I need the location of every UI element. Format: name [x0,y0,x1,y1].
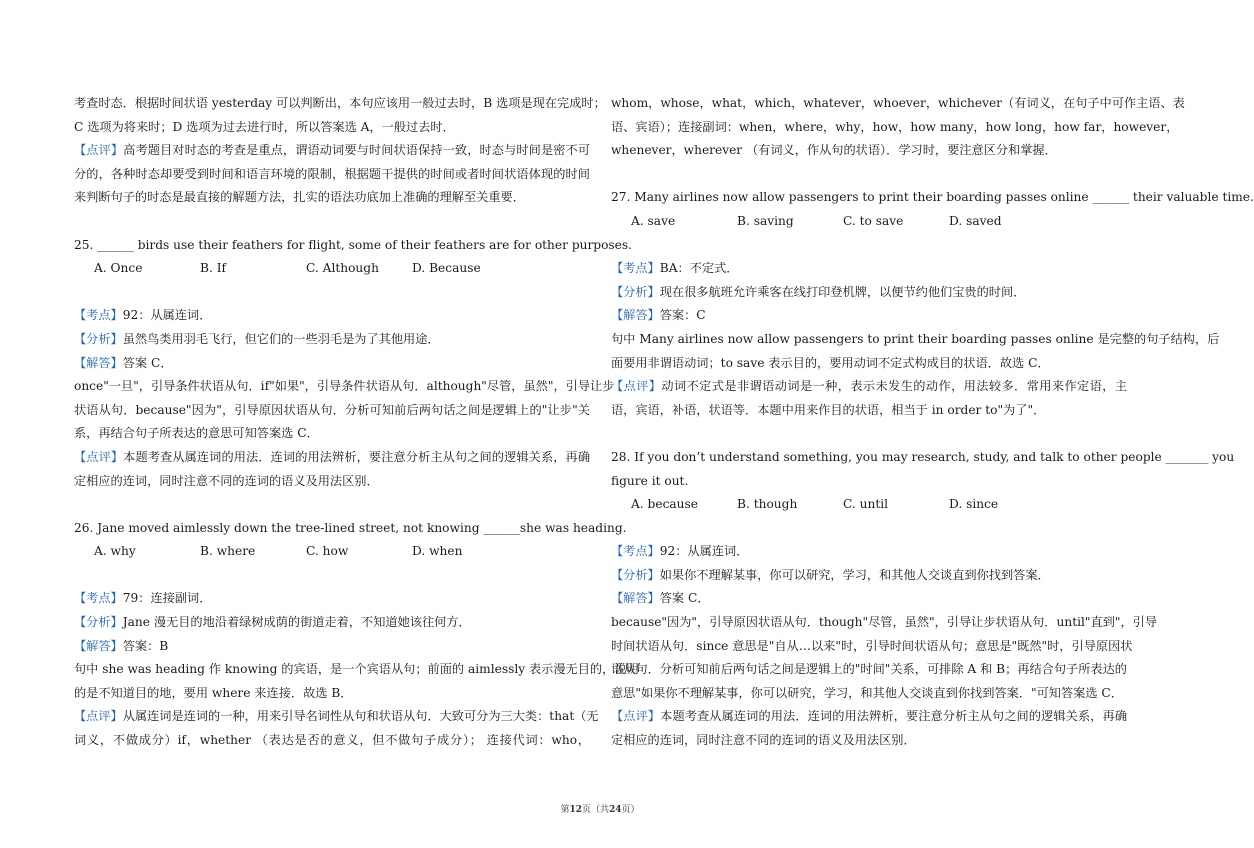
explanation-line: 句中 she was heading 作 knowing 的宾语，是一个宾语从句；前面的 aimlessly 表示漫无目的，说明 [74,662,639,677]
option-b: B. If [200,261,227,276]
fenxi-line: 【分析】现在很多航班允许乘客在线打印登机牌，以便节约他们宝贵的时间． [611,284,1026,299]
explanation-line: 的是不知道目的地，要用 where 来连接．故选 B． [74,685,353,700]
option-d: D. Because [412,261,481,276]
dianping-line: 词义，不做成分）if，whether （表达是否的意义，但不做句子成分）； 连接代词：who， [74,733,590,748]
continued-line: whenever，wherever （有词义，作从句的状语）．学习时，要注意区分和掌握． [611,143,1057,158]
question-28-cont: figure it out. [611,473,689,488]
page-number: 12 [569,805,582,815]
dianping-line: 【点评】动词不定式是非谓语动词是一种，表示未发生的动作，用法较多．常用来作定语，主 [611,379,1128,394]
option-a: A. because [631,497,698,512]
kaodian-line: 【考点】92：从属连词． [74,308,212,323]
intro-line: 考查时态．根据时间状语 yesterday 可以判断出，本句应该用一般过去时，B 选项是现在完成时； [74,96,606,110]
page-footer: 第12页（共24页） [560,805,640,815]
options-26 [74,540,590,564]
options-27 [611,210,1127,234]
explanation-line: 意思"如果你不理解某事，你可以研究，学习，和其他人交谈直到你找到答案．"可知答案选 C． [611,685,1123,700]
option-a: A. why [94,544,136,559]
dianping-line: 定相应的连词，同时注意不同的连词的语义及用法区别． [611,733,916,748]
explanation-line: 语从句．分析可知前后两句话之间是逻辑上的"时间"关系，可排除 A 和 B；再结合句子所表达的 [611,662,1127,677]
dianping-line: 【点评】本题考查从属连词的用法．连词的用法辨析，要注意分析主从句之间的逻辑关系，再确 [74,449,591,464]
option-a: A. save [631,213,676,228]
continued-line: whom，whose，what，which，whatever，whoever，whichever（有词义，在句子中可作主语、表 [611,96,1185,110]
option-c: C. until [843,497,889,512]
jieda-line: 【解答】答案 C． [611,591,710,606]
question-26: 26. Jane moved aimlessly down the tree-lined street, not knowing ______she was heading. [74,520,627,535]
dianping-line: 【点评】从属连词是连词的一种，用来引导名词性从句和状语从句．大致可分为三大类：that（无 [74,709,599,724]
comment-line: 分的，各种时态却要受到时间和语言环境的限制，根据题干提供的时间或者时间状语体现的时间 [74,166,590,181]
explanation-line: 系，再结合句子所表达的意思可知答案选 C． [74,426,319,441]
kaodian-line: 【考点】79：连接副词． [74,591,212,606]
explanation-line: 状语从句．because"因为"，引导原因状语从句．分析可知前后两句话之间是逻辑上的"让步"关 [74,402,590,417]
intro-line: C 选项为将来时；D 选项为过去进行时，所以答案选 A，一般过去时． [74,119,455,134]
option-d: D. since [949,497,999,512]
dianping-line: 语，宾语，补语，状语等．本题中用来作目的状语，相当于 in order to"为了"． [611,402,1046,417]
option-b: B. where [200,544,256,559]
option-c: C. Although [306,261,379,276]
jieda-line: 【解答】答案：C [611,308,706,323]
fenxi-line: 【分析】虽然鸟类用羽毛飞行，但它们的一些羽毛是为了其他用途． [74,331,440,346]
jieda-line: 【解答】答案：B [74,638,169,653]
explanation-line: because"因为"，引导原因状语从句．though"尽管，虽然"，引导让步状语从句．until"直到"，引导 [611,615,1158,630]
option-c: C. how [306,544,349,559]
options-25 [74,257,590,281]
option-d: D. when [412,544,463,559]
options-28 [611,493,1127,517]
option-a: A. Once [94,261,143,276]
dianping-tag: 【点评】 [74,143,124,158]
comment-line: 【点评】高考题目对时态的考查是重点，谓语动词要与时间状语保持一致，时态与时间是密不可 [74,143,591,158]
question-28: 28. If you don’t understand something, you may research, study, and talk to other people _______ you [611,449,1235,464]
option-c: C. to save [843,213,904,228]
option-b: B. though [737,497,798,512]
explanation-line: 句中 Many airlines now allow passengers to print their boarding passes online 是完整的句子结构，后 [611,331,1220,346]
option-d: D. saved [949,213,1002,228]
kaodian-line: 【考点】92：从属连词． [611,544,749,559]
dianping-line: 定相应的连词，同时注意不同的连词的语义及用法区别． [74,473,379,488]
kaodian-line: 【考点】BA：不定式． [611,261,739,276]
right-column [611,92,1254,753]
comment-line: 来判断句子的时态是最直接的解题方法，扎实的语法功底加上准确的理解至关重要． [74,190,525,205]
jieda-line: 【解答】答案 C． [74,355,173,370]
explanation-line: 面要用非谓语动词；to save 表示目的，要用动词不定式构成目的状语．故选 C． [611,355,1050,370]
explanation-line: 时间状语从句．since 意思是"自从…以来"时，引导时间状语从句；意思是"既然"时，引导原因状 [611,638,1133,653]
question-27: 27. Many airlines now allow passengers to print their boarding passes online ______ their valuable time. [611,190,1254,205]
option-b: B. saving [737,213,794,228]
dianping-line: 【点评】本题考查从属连词的用法．连词的用法辨析，要注意分析主从句之间的逻辑关系，再确 [611,709,1128,724]
question-25: 25. ______ birds use their feathers for flight, some of their feathers are for other purposes. [74,237,633,252]
fenxi-line: 【分析】Jane 漫无目的地沿着绿树成荫的街道走着，不知道她该往何方． [74,615,471,630]
explanation-line: once"一旦"，引导条件状语从句．if"如果"，引导条件状语从句．although"尽管，虽然"，引导让步 [74,379,615,394]
page-total: 24 [609,805,622,815]
left-column [74,92,639,753]
fenxi-line: 【分析】如果你不理解某事，你可以研究，学习，和其他人交谈直到你找到答案． [611,567,1050,582]
continued-line: 语、宾语）；连接副词：when，where，why，how，how many，how long，how far，however， [611,119,1179,134]
